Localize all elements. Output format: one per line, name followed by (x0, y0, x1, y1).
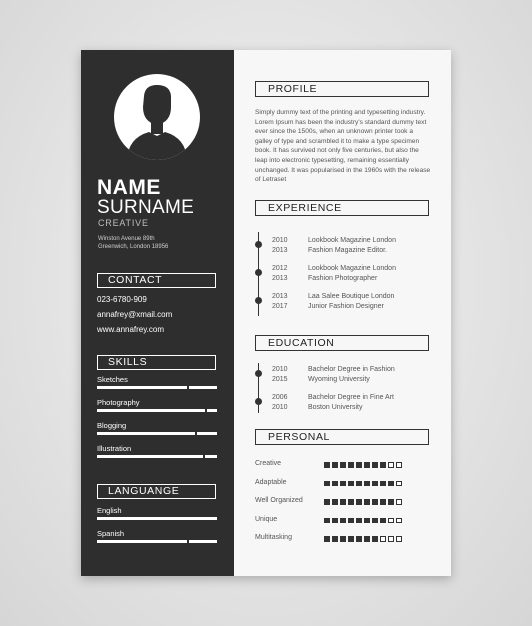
experience-end-year: 2013 (272, 246, 288, 254)
language-bar (97, 517, 217, 520)
avatar (114, 74, 200, 160)
rating-square-empty (388, 462, 394, 468)
rating-square-filled (348, 462, 354, 468)
timeline-dot (255, 269, 262, 276)
rating-square-empty (396, 499, 402, 505)
rating-square-empty (396, 481, 402, 487)
rating-square-filled (356, 518, 362, 524)
rating-square-filled (364, 499, 370, 505)
experience-end-year: 2017 (272, 302, 288, 310)
rating-square-filled (372, 481, 378, 487)
rating-square-filled (332, 481, 338, 487)
user-silhouette-icon (114, 74, 200, 160)
last-name: SURNAME (97, 197, 195, 218)
address-line-2: Greenwich, London 18956 (98, 243, 169, 250)
skill-bar-marker (195, 432, 197, 435)
rating-square-filled (340, 536, 346, 542)
language-heading: LANGUANGE (97, 484, 216, 499)
sidebar (81, 50, 234, 576)
rating-square-filled (332, 499, 338, 505)
rating-square-filled (364, 462, 370, 468)
contact-website[interactable]: www.annafrey.com (97, 325, 164, 334)
skill-label: Blogging (97, 421, 127, 430)
address (98, 236, 168, 251)
contact-email[interactable]: annafrey@xmail.com (97, 310, 173, 319)
skill-bar-marker (203, 455, 205, 458)
education-start-year: 2010 (272, 366, 288, 373)
timeline-dot (255, 398, 262, 405)
experience-years (272, 264, 288, 283)
education-school: Wyoming University (308, 375, 370, 383)
contact-heading: CONTACT (97, 273, 216, 288)
job-role: CREATIVE (98, 218, 149, 228)
rating-square-filled (372, 536, 378, 542)
skill-label: Illustration (97, 444, 132, 453)
rating-square-filled (356, 462, 362, 468)
education-years (272, 393, 288, 412)
skill-bar-marker (187, 386, 189, 389)
language-label: Spanish (97, 529, 125, 538)
rating-square-filled (332, 536, 338, 542)
rating-square-filled (340, 462, 346, 468)
rating-square-filled (356, 499, 362, 505)
rating-square-filled (340, 518, 346, 524)
rating-square-filled (364, 481, 370, 487)
rating-square-empty (396, 536, 402, 542)
experience-org: Lookbook Magazine London (308, 237, 396, 244)
rating-square-filled (324, 499, 330, 505)
resume-sheet (81, 50, 451, 576)
experience-details (308, 236, 396, 255)
skill-bar (97, 432, 217, 435)
rating-square-filled (348, 499, 354, 505)
first-name: NAME (97, 176, 161, 199)
experience-heading: EXPERIENCE (255, 200, 429, 216)
personal-trait-label: Creative (255, 460, 282, 467)
rating-square-filled (332, 462, 338, 468)
contact-phone: 023-6780-909 (97, 295, 147, 304)
rating-square-filled (324, 462, 330, 468)
experience-org: Lookbook Magazine London (308, 265, 396, 272)
education-degree: Bachelor Degree in Fine Art (308, 394, 394, 401)
rating-square-filled (380, 518, 386, 524)
rating-square-filled (364, 536, 370, 542)
rating-square-filled (348, 518, 354, 524)
personal-trait-label: Unique (255, 515, 278, 523)
personal-trait-rating (324, 518, 402, 524)
experience-start-year: 2013 (272, 293, 288, 300)
education-start-year: 2006 (272, 394, 288, 401)
rating-square-filled (372, 499, 378, 505)
skill-bar (97, 409, 217, 412)
personal-trait-label: Adaptable (255, 478, 287, 486)
experience-org: Laa Salee Boutique London (308, 293, 395, 300)
language-label: English (97, 506, 122, 515)
experience-end-year: 2013 (272, 274, 288, 282)
experience-start-year: 2010 (272, 237, 288, 244)
rating-square-filled (380, 499, 386, 505)
rating-square-empty (396, 518, 402, 524)
education-school: Boston University (308, 403, 363, 411)
skills-heading: SKILLS (97, 355, 216, 370)
rating-square-filled (380, 462, 386, 468)
skill-bar-marker (205, 409, 207, 412)
skill-bar (97, 386, 217, 389)
rating-square-filled (372, 518, 378, 524)
experience-start-year: 2012 (272, 265, 288, 272)
personal-heading: PERSONAL (255, 429, 429, 445)
address-line-1: Winston Avenue 89th (98, 236, 155, 242)
education-details (308, 393, 394, 412)
experience-details (308, 264, 396, 283)
profile-heading: PROFILE (255, 81, 429, 97)
personal-trait-rating (324, 462, 402, 468)
timeline-dot (255, 370, 262, 377)
experience-title: Junior Fashion Designer (308, 302, 384, 310)
rating-square-filled (324, 536, 330, 542)
profile-text: Simply dummy text of the printing and typesetting industry. Lorem Ipsum has been the industry's standard dummy text ever since the 1500s, when an unknown printer took a galley of type and scrambled it to make a type specimen book. It has survived not only five centuries, but also the leap into electronic typesetting, remaining essentially unchanged. It was popularised in the 1960s with the release of Letraset (255, 109, 431, 184)
rating-square-filled (340, 481, 346, 487)
education-details (308, 365, 395, 384)
rating-square-filled (324, 518, 330, 524)
education-heading: EDUCATION (255, 335, 429, 351)
education-end-year: 2015 (272, 375, 288, 383)
rating-square-empty (380, 536, 386, 542)
rating-square-filled (348, 481, 354, 487)
rating-square-filled (372, 462, 378, 468)
personal-trait-rating (324, 499, 402, 505)
education-years (272, 365, 288, 384)
rating-square-filled (356, 481, 362, 487)
rating-square-filled (340, 499, 346, 505)
education-degree: Bachelor Degree in Fashion (308, 366, 395, 373)
personal-trait-rating (324, 536, 402, 542)
timeline-dot (255, 241, 262, 248)
skill-bar (97, 455, 217, 458)
rating-square-filled (324, 481, 330, 487)
rating-square-filled (388, 481, 394, 487)
experience-title: Fashion Photographer (308, 274, 378, 282)
personal-trait-label: Multitasking (255, 534, 292, 541)
timeline-dot (255, 297, 262, 304)
personal-trait-rating (324, 481, 402, 487)
rating-square-filled (380, 481, 386, 487)
experience-title: Fashion Magazine Editor. (308, 246, 387, 254)
experience-years (272, 292, 288, 311)
language-bar-marker (187, 540, 189, 543)
language-bar (97, 540, 217, 543)
rating-square-filled (332, 518, 338, 524)
rating-square-empty (396, 462, 402, 468)
rating-square-empty (388, 518, 394, 524)
experience-details (308, 292, 394, 311)
rating-square-filled (356, 536, 362, 542)
personal-trait-label: Well Organized (255, 497, 303, 504)
rating-square-empty (388, 536, 394, 542)
rating-square-filled (348, 536, 354, 542)
experience-years (272, 236, 288, 255)
education-end-year: 2010 (272, 403, 288, 411)
skill-label: Sketches (97, 375, 128, 384)
skill-label: Photography (97, 398, 140, 407)
rating-square-filled (364, 518, 370, 524)
rating-square-filled (388, 499, 394, 505)
